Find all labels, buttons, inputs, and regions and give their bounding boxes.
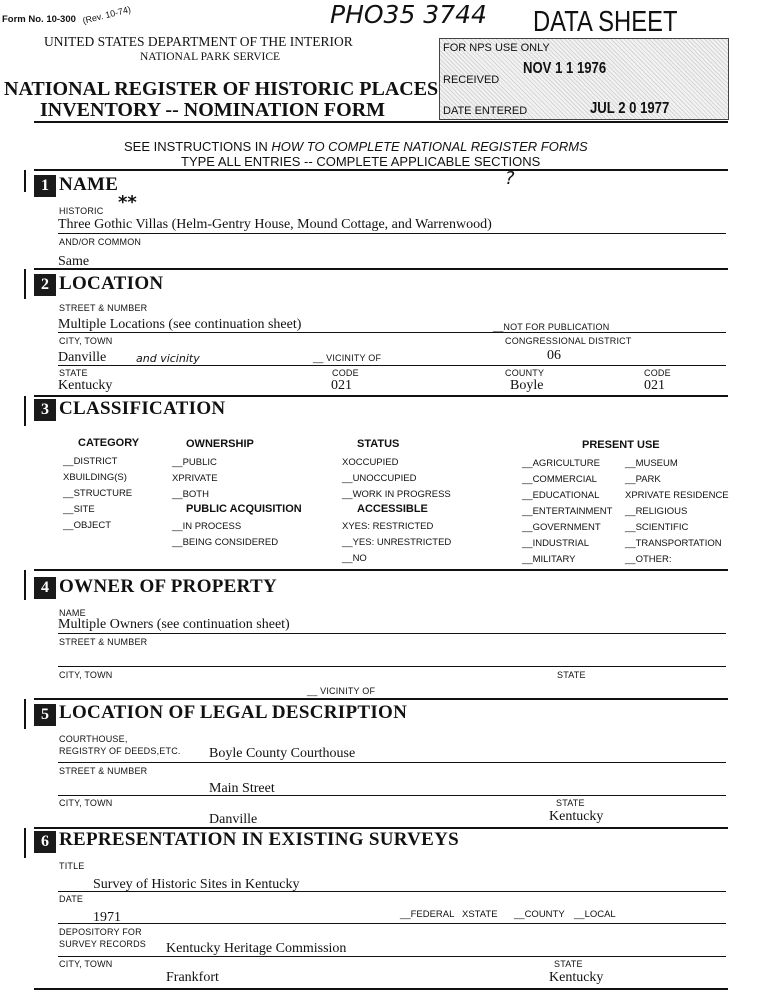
present-use-heading: PRESENT USE bbox=[582, 439, 660, 451]
label-courthouse: COURTHOUSE, bbox=[59, 734, 128, 744]
field-line bbox=[58, 891, 726, 892]
congressional-district: 06 bbox=[547, 348, 561, 363]
ownership-heading: OWNERSHIP bbox=[186, 438, 254, 450]
instructions-emphasis: HOW TO COMPLETE NATIONAL REGISTER FORMS bbox=[271, 139, 588, 154]
section-bar bbox=[24, 170, 26, 192]
section-title-location: LOCATION bbox=[59, 273, 164, 294]
rule bbox=[34, 121, 728, 123]
category-option: __OBJECT bbox=[63, 520, 112, 531]
form-title-line1: NATIONAL REGISTER OF HISTORIC PLACES bbox=[4, 78, 439, 100]
use-option: __AGRICULTURE bbox=[522, 458, 600, 469]
legal-street: Main Street bbox=[209, 781, 275, 796]
label-legal-street: STREET & NUMBER bbox=[59, 766, 148, 776]
ownership-option: __BOTH bbox=[172, 489, 209, 500]
section-bar bbox=[24, 828, 26, 858]
owner-name: Multiple Owners (see continuation sheet) bbox=[58, 617, 290, 632]
label-historic: HISTORIC bbox=[59, 206, 104, 216]
status-heading: STATUS bbox=[357, 438, 400, 450]
entered-stamp: JUL 2 0 1977 bbox=[590, 100, 670, 117]
status-option: XOCCUPIED bbox=[342, 457, 399, 468]
section-bar bbox=[24, 396, 26, 426]
data-sheet-title: DATA SHEET bbox=[533, 6, 678, 38]
state: Kentucky bbox=[58, 378, 113, 393]
use-option: __COMMERCIAL bbox=[522, 474, 597, 485]
label-survey-date: DATE bbox=[59, 894, 84, 904]
county-code: 021 bbox=[644, 378, 665, 393]
not-for-publication: __NOT FOR PUBLICATION bbox=[493, 322, 610, 332]
use-option: __MUSEUM bbox=[625, 458, 678, 469]
margin-mark: ? bbox=[505, 168, 515, 189]
instructions-line1 bbox=[124, 139, 588, 154]
section-number-4: 4 bbox=[34, 577, 56, 599]
field-line bbox=[58, 956, 726, 957]
field-line bbox=[58, 233, 726, 234]
section-bar bbox=[24, 570, 26, 600]
received-stamp: NOV 1 1 1976 bbox=[523, 60, 607, 77]
label-code2: CODE bbox=[644, 368, 671, 378]
label-owner-street: STREET & NUMBER bbox=[59, 637, 148, 647]
historic-name: Three Gothic Villas (Helm-Gentry House, Mound Cottage, and Warrenwood) bbox=[58, 217, 492, 232]
section-bar bbox=[24, 269, 26, 299]
vicinity-of: __ VICINITY OF bbox=[313, 353, 382, 363]
accessible-option: XYES: RESTRICTED bbox=[342, 521, 434, 532]
label-survey-state: STATE bbox=[554, 959, 583, 969]
state-code: 021 bbox=[331, 378, 352, 393]
legal-state: Kentucky bbox=[549, 809, 604, 824]
ownership-option: XPRIVATE bbox=[172, 473, 218, 484]
department: UNITED STATES DEPARTMENT OF THE INTERIOR bbox=[44, 34, 353, 49]
field-line bbox=[58, 666, 726, 667]
accessible-heading: ACCESSIBLE bbox=[357, 503, 428, 515]
field-line bbox=[58, 795, 726, 796]
instructions-line2: TYPE ALL ENTRIES -- COMPLETE APPLICABLE SECTIONS bbox=[181, 154, 541, 169]
date-entered-label: DATE ENTERED bbox=[443, 105, 528, 117]
section-rule bbox=[34, 395, 728, 397]
form-number: Form No. 10-300 bbox=[2, 14, 76, 25]
label-survey-records: SURVEY RECORDS bbox=[59, 939, 146, 949]
section-rule bbox=[34, 698, 728, 700]
field-line bbox=[58, 633, 726, 634]
county-option: __COUNTY bbox=[514, 909, 565, 920]
accessible-option: __NO bbox=[342, 553, 367, 564]
federal-option: __FEDERAL bbox=[400, 909, 455, 920]
use-option: __PARK bbox=[625, 474, 661, 485]
label-legal-city: CITY, TOWN bbox=[59, 798, 113, 808]
label-street: STREET & NUMBER bbox=[59, 303, 148, 313]
acquisition-option: __IN PROCESS bbox=[172, 521, 242, 532]
label-owner-name: NAME bbox=[59, 608, 86, 618]
label-survey-title: TITLE bbox=[59, 861, 85, 871]
agency: NATIONAL PARK SERVICE bbox=[140, 51, 281, 63]
survey-title: Survey of Historic Sites in Kentucky bbox=[93, 877, 300, 892]
accessible-option: __YES: UNRESTRICTED bbox=[342, 537, 452, 548]
label-state: STATE bbox=[59, 368, 88, 378]
survey-state: Kentucky bbox=[549, 970, 604, 985]
section-bar bbox=[24, 699, 26, 729]
section-title-legal: LOCATION OF LEGAL DESCRIPTION bbox=[59, 702, 408, 723]
category-option: __SITE bbox=[63, 504, 95, 515]
label-registry: REGISTRY OF DEEDS,ETC. bbox=[59, 746, 181, 756]
historic-mark: ** bbox=[118, 192, 137, 213]
use-option: __MILITARY bbox=[522, 554, 576, 565]
category-heading: CATEGORY bbox=[78, 437, 140, 449]
category-option: __STRUCTURE bbox=[63, 488, 133, 499]
common-name: Same bbox=[58, 254, 90, 269]
use-option: __OTHER: bbox=[625, 554, 672, 565]
survey-date: 1971 bbox=[93, 910, 121, 925]
instructions-text: SEE INSTRUCTIONS IN bbox=[124, 139, 272, 154]
ownership-option: __PUBLIC bbox=[172, 457, 217, 468]
category-option: __DISTRICT bbox=[63, 456, 118, 467]
use-option: __RELIGIOUS bbox=[625, 506, 688, 517]
label-common: AND/OR COMMON bbox=[59, 237, 142, 247]
label-county: COUNTY bbox=[505, 368, 545, 378]
acquisition-heading: PUBLIC ACQUISITION bbox=[186, 503, 302, 515]
county: Boyle bbox=[510, 378, 544, 393]
use-option: __ENTERTAINMENT bbox=[522, 506, 613, 517]
status-option: __UNOCCUPIED bbox=[342, 473, 417, 484]
city-handwritten: and vicinity bbox=[136, 352, 200, 365]
use-option: __SCIENTIFIC bbox=[625, 522, 689, 533]
state-option: XSTATE bbox=[462, 909, 498, 920]
city: Danville bbox=[58, 350, 107, 365]
label-congressional: CONGRESSIONAL DISTRICT bbox=[505, 336, 632, 346]
use-option: __INDUSTRIAL bbox=[522, 538, 590, 549]
legal-city: Danville bbox=[209, 812, 258, 827]
field-line bbox=[58, 365, 726, 366]
section-number-5: 5 bbox=[34, 704, 56, 726]
use-option: __TRANSPORTATION bbox=[625, 538, 722, 549]
section-number-6: 6 bbox=[34, 831, 56, 853]
section-title-name: NAME bbox=[59, 174, 119, 195]
section-rule bbox=[34, 569, 728, 571]
form-title-line2: INVENTORY -- NOMINATION FORM bbox=[40, 99, 386, 121]
label-depository: DEPOSITORY FOR bbox=[59, 927, 142, 937]
section-title-owner: OWNER OF PROPERTY bbox=[59, 576, 278, 597]
label-code: CODE bbox=[332, 368, 359, 378]
label-city: CITY, TOWN bbox=[59, 336, 113, 346]
section-rule bbox=[34, 988, 728, 990]
section-title-surveys: REPRESENTATION IN EXISTING SURVEYS bbox=[59, 829, 460, 850]
label-owner-state: STATE bbox=[557, 670, 586, 680]
survey-city: Frankfort bbox=[166, 970, 219, 985]
received-label: RECEIVED bbox=[443, 74, 500, 86]
field-line bbox=[58, 332, 726, 333]
label-survey-city: CITY, TOWN bbox=[59, 959, 113, 969]
local-option: __LOCAL bbox=[574, 909, 616, 920]
courthouse: Boyle County Courthouse bbox=[209, 746, 356, 761]
use-option: XPRIVATE RESIDENCE bbox=[625, 490, 729, 501]
field-line bbox=[58, 762, 726, 763]
label-legal-state: STATE bbox=[556, 798, 585, 808]
section-number-2: 2 bbox=[34, 274, 56, 296]
form-revision: (Rev. 10-74) bbox=[81, 4, 132, 26]
rule bbox=[34, 169, 728, 171]
label-owner-city: CITY, TOWN bbox=[59, 670, 113, 680]
section-number-1: 1 bbox=[34, 175, 56, 197]
section-rule bbox=[34, 268, 728, 270]
reference-number: PHO35 3744 bbox=[330, 0, 487, 29]
section-title-classification: CLASSIFICATION bbox=[59, 398, 226, 419]
status-option: __WORK IN PROGRESS bbox=[342, 489, 451, 500]
nps-use-label: FOR NPS USE ONLY bbox=[443, 42, 550, 54]
owner-vicinity-of: __ VICINITY OF bbox=[307, 686, 376, 696]
street-address: Multiple Locations (see continuation sheet) bbox=[58, 317, 302, 332]
depository: Kentucky Heritage Commission bbox=[166, 941, 347, 956]
acquisition-option: __BEING CONSIDERED bbox=[172, 537, 279, 548]
section-number-3: 3 bbox=[34, 399, 56, 421]
field-line bbox=[58, 923, 726, 924]
use-option: __GOVERNMENT bbox=[522, 522, 601, 533]
use-option: __EDUCATIONAL bbox=[522, 490, 600, 501]
category-option: XBUILDING(S) bbox=[63, 472, 127, 483]
